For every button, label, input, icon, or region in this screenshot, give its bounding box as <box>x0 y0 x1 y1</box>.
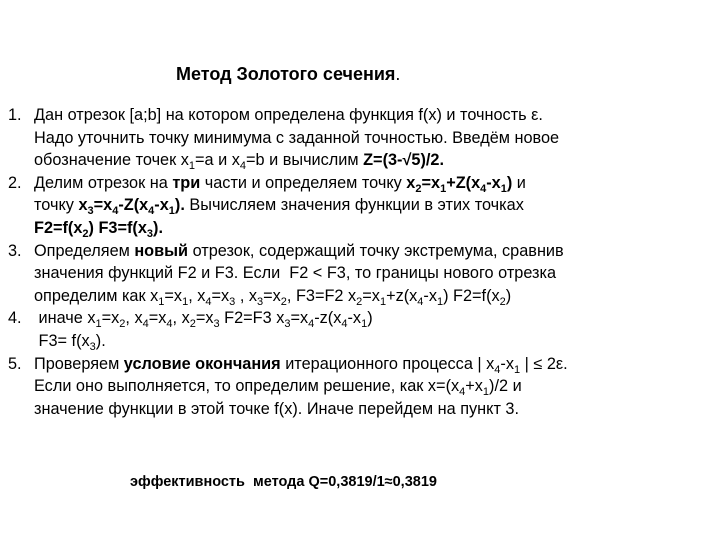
list-item-line: точку $x_3=x_4-Z(x_4-x_1)$. Вычисляем значения функции в этих точках <box>34 196 524 218</box>
steps-list <box>8 104 708 420</box>
list-item <box>8 172 708 240</box>
slide-title <box>176 64 400 85</box>
list-item-line: $F2=f(x_2)$ $F3=f(x_3)$. <box>34 218 163 240</box>
list-item <box>8 104 708 172</box>
list-item-line: обозначение точек $x_1=a$ и $x_4=b$ и вычислим Z=(3-√5)/2. <box>34 151 444 173</box>
list-item <box>8 353 708 421</box>
list-item-number: 5. <box>8 354 22 373</box>
list-item-line: Определяем новый отрезок, содержащий точку экстремума, сравнив <box>34 241 564 260</box>
list-item-line: Надо уточнить точку минимума с заданной точностью. Введём новое <box>34 128 560 147</box>
list-item-line: значение функции в этой точке f(x). Иначе перейдем на пункт 3. <box>34 399 520 418</box>
list-item-number: 3. <box>8 241 22 260</box>
list-item <box>8 307 708 352</box>
list-item-line: Дан отрезок [a;b] на котором определена функция f(x) и точность ε. <box>34 106 543 124</box>
list-item-line: Проверяем условие окончания итерационного процесса | $x_4-x_1$ | ≤ 2ε. <box>34 354 568 376</box>
list-item-line: иначе $x_1=x_2$, $x_4=x_4$, $x_2=x_3$ F2=F3 $x_3=x_4-z(x_4-x_1)$ <box>34 309 373 331</box>
list-item <box>8 240 708 308</box>
slide-title-dot: . <box>395 64 401 84</box>
efficiency-note: эффективность метода Q=0,3819/1≈0,3819 <box>130 474 437 490</box>
list-item-number: 4. <box>8 309 22 328</box>
list-item-line: определим как $x_1=x_1$, $x_4=x_3$ , $x_3=x_2$, F3=F2 $x_2=x_1+z(x_4-x_1)$ $F2=f(x_2)$ <box>34 286 512 308</box>
slide-title-text: Метод Золотого сечения <box>176 64 396 84</box>
list-item-line: Если оно выполняется, то определим решение, как $x=(x_4+x_1)/2$ и <box>34 377 522 399</box>
list-item-line: $F3= f(x_3)$. <box>34 331 106 353</box>
list-item-line: Делим отрезок на три части и определяем точку $x_2=x_1+Z(x_4-x_1)$ и <box>34 173 526 195</box>
list-item-number: 1. <box>8 106 22 124</box>
list-item-line: значения функций F2 и F3. Если F2 < F3, то границы нового отрезка <box>34 264 557 283</box>
list-item-number: 2. <box>8 173 22 192</box>
